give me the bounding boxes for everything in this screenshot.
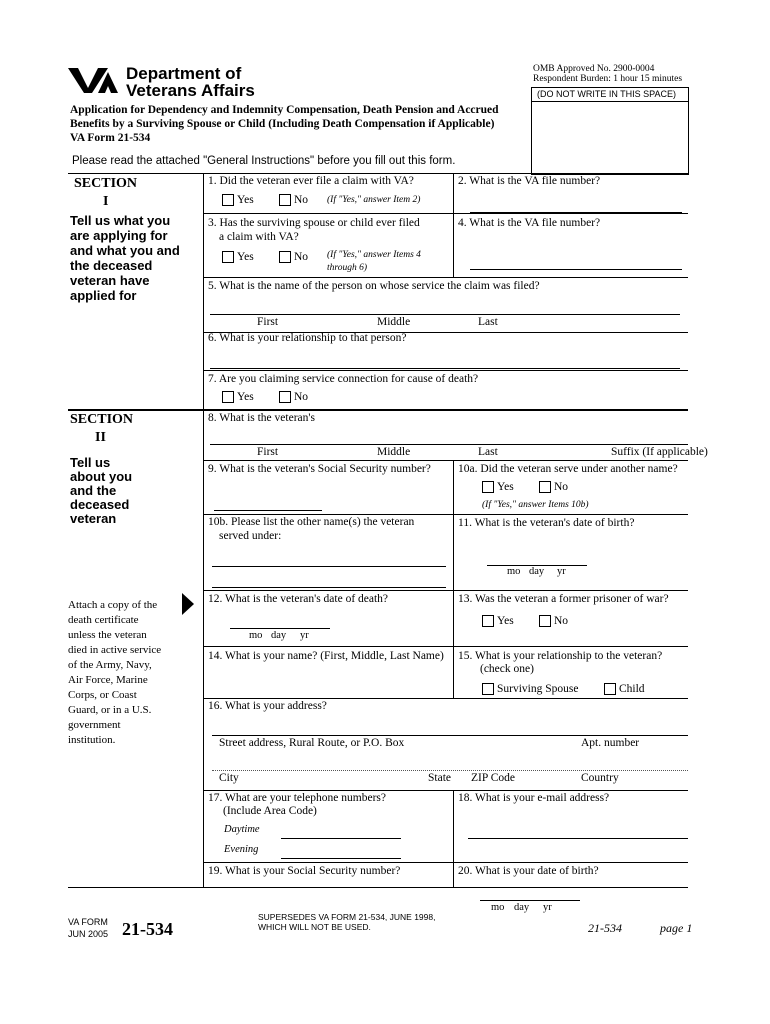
footer-page-number: page 1 <box>660 921 693 935</box>
q16-label: 16. What is your address? <box>208 700 327 712</box>
q11-mo: mo <box>507 566 521 577</box>
q5-label: 5. What is the name of the person on whose service the claim was filed? <box>208 280 540 292</box>
q11-day: day <box>529 566 545 577</box>
q3-label-1: 3. Has the surviving spouse or child ever filed <box>208 217 420 229</box>
q2-answer-line[interactable] <box>470 212 682 213</box>
q11-label: 11. What is the veteran's date of birth? <box>458 517 635 529</box>
q11-yr: yr <box>557 566 566 577</box>
arrow-marker-icon <box>182 593 194 620</box>
q1-note: (If "Yes," answer Item 2) <box>327 195 421 205</box>
q3-yes-checkbox[interactable] <box>222 251 234 263</box>
q16-city-line[interactable] <box>212 770 688 771</box>
q1-yes-checkbox[interactable] <box>222 194 234 206</box>
q20-day: day <box>514 902 530 913</box>
q17-evening: Evening <box>224 844 259 855</box>
q8-first: First <box>257 446 279 458</box>
q12-yr: yr <box>300 630 309 641</box>
q14-label: 14. What is your name? (First, Middle, Last Name) <box>208 650 444 662</box>
q8-last: Last <box>478 446 498 458</box>
q13-no-checkbox[interactable] <box>539 615 551 627</box>
q10a-note: (If "Yes," answer Items 10b) <box>482 500 589 510</box>
footer-supersedes-1: SUPERSEDES VA FORM 21-534, JUNE 1998, <box>258 912 436 922</box>
q17-label-2: (Include Area Code) <box>223 805 317 817</box>
office-use-label: (DO NOT WRITE IN THIS SPACE) <box>537 89 677 99</box>
q10b-label-1: 10b. Please list the other name(s) the veteran <box>208 516 415 528</box>
q7-yes-label: Yes <box>237 391 254 403</box>
q13-label: 13. Was the veteran a former prisoner of war? <box>458 593 669 605</box>
q1-no-label: No <box>294 194 309 206</box>
q3-label-2: a claim with VA? <box>219 231 299 243</box>
q9-answer-line[interactable] <box>214 510 322 511</box>
form-title-1: Application for Dependency and Indemnity Compensation, Death Pension and Accrued <box>70 104 499 116</box>
q16-country: Country <box>581 772 619 784</box>
q15-spouse-label: Surviving Spouse <box>497 683 579 695</box>
q6-label: 6. What is your relationship to that person? <box>208 332 407 344</box>
q20-mo: mo <box>491 902 505 913</box>
q19-label: 19. What is your Social Security number? <box>208 865 401 877</box>
respondent-burden: Respondent Burden: 1 hour 15 minutes <box>533 74 683 84</box>
q15-child-label: Child <box>619 683 645 695</box>
q20-answer-line[interactable] <box>480 900 580 901</box>
q8-middle: Middle <box>377 446 411 458</box>
q16-state: State <box>428 772 451 784</box>
q7-no-checkbox[interactable] <box>279 391 291 403</box>
q15-label-2: (check one) <box>480 663 534 675</box>
q10b-answer-line-1[interactable] <box>212 566 446 567</box>
footer-va-form: VA FORM <box>68 917 108 927</box>
q17-daytime-line[interactable] <box>281 838 401 839</box>
instructions-text: Please read the attached "General Instructions" before you fill out this form. <box>72 155 456 167</box>
q12-mo: mo <box>249 630 263 641</box>
footer-form-number: 21-534 <box>122 919 173 939</box>
q8-label: 8. What is the veteran's <box>208 412 315 424</box>
section-1-description: Tell us what you are applying for and what you and the deceased veteran have applied for <box>70 213 180 303</box>
q3-no-checkbox[interactable] <box>279 251 291 263</box>
q5-last: Last <box>478 316 498 328</box>
q10a-no-checkbox[interactable] <box>539 481 551 493</box>
q7-no-label: No <box>294 391 309 403</box>
va-logo <box>68 66 122 99</box>
q8-suffix: Suffix (If applicable) <box>611 446 708 458</box>
q20-yr: yr <box>543 902 552 913</box>
q16-apt: Apt. number <box>581 737 640 749</box>
q13-yes-checkbox[interactable] <box>482 615 494 627</box>
q5-middle: Middle <box>377 316 411 328</box>
q2-label: 2. What is the VA file number? <box>458 175 601 187</box>
q18-answer-line[interactable] <box>468 838 688 839</box>
q16-zip: ZIP Code <box>471 772 515 784</box>
q16-street: Street address, Rural Route, or P.O. Box <box>219 737 405 749</box>
q7-yes-checkbox[interactable] <box>222 391 234 403</box>
q9-label: 9. What is the veteran's Social Security number? <box>208 463 431 475</box>
footer-form-number-italic: 21-534 <box>588 921 622 935</box>
form-title-3: VA Form 21-534 <box>70 132 151 144</box>
q1-yes-label: Yes <box>237 194 254 206</box>
dept-line-1: Department of <box>126 64 242 83</box>
q6-answer-line[interactable] <box>210 368 680 369</box>
q10a-no-label: No <box>554 481 569 493</box>
q15-label-1: 15. What is your relationship to the veteran? <box>458 650 663 662</box>
q10a-yes-label: Yes <box>497 481 514 493</box>
q5-first: First <box>257 316 279 328</box>
section-2-description: Tell us about you and the deceased veteran <box>70 455 133 526</box>
footer-supersedes-2: WHICH WILL NOT BE USED. <box>258 922 371 932</box>
q8-answer-line[interactable] <box>210 444 688 445</box>
q15-spouse-checkbox[interactable] <box>482 683 494 695</box>
va-seal-icon <box>68 66 122 94</box>
form-title-2: Benefits by a Surviving Spouse or Child (Including Death Compensation if Applicable) <box>70 118 495 130</box>
q3-note-2: through 6) <box>327 263 368 273</box>
q5-answer-line[interactable] <box>210 314 680 315</box>
dept-line-2: Veterans Affairs <box>126 81 255 100</box>
q10a-label: 10a. Did the veteran serve under another name? <box>458 463 678 475</box>
q16-city: City <box>219 772 239 784</box>
q4-label: 4. What is the VA file number? <box>458 217 601 229</box>
q15-child-checkbox[interactable] <box>604 683 616 695</box>
omb-number: OMB Approved No. 2900-0004 <box>533 64 655 74</box>
q3-no-label: No <box>294 251 309 263</box>
section-1-title: SECTION <box>74 176 138 191</box>
q10a-yes-checkbox[interactable] <box>482 481 494 493</box>
section-2-title: SECTION <box>70 412 134 427</box>
q17-evening-line[interactable] <box>281 858 401 859</box>
q3-note-1: (If "Yes," answer Items 4 <box>327 250 421 260</box>
footer-date: JUN 2005 <box>68 929 109 939</box>
q13-yes-label: Yes <box>497 615 514 627</box>
q3-yes-label: Yes <box>237 251 254 263</box>
q12-day: day <box>271 630 287 641</box>
q4-answer-line[interactable] <box>470 269 682 270</box>
section-1-numeral: I <box>103 194 109 209</box>
q12-answer-line[interactable] <box>230 628 330 629</box>
q18-label: 18. What is your e-mail address? <box>458 792 610 804</box>
q10b-label-2: served under: <box>219 530 282 542</box>
section-2-numeral: II <box>95 430 106 445</box>
q12-label: 12. What is the veteran's date of death? <box>208 593 389 605</box>
q13-no-label: No <box>554 615 569 627</box>
q1-no-checkbox[interactable] <box>279 194 291 206</box>
q10b-answer-line-2[interactable] <box>212 587 446 588</box>
q17-label-1: 17. What are your telephone numbers? <box>208 792 386 804</box>
death-certificate-note: Attach a copy of the death certificate unless the veteran died in active service of the Army, Navy, Air Force, Marine Corps, or Coast Guard, or in a U.S. government institution. <box>68 599 162 746</box>
q1-label: 1. Did the veteran ever file a claim with VA? <box>208 175 414 187</box>
q20-label: 20. What is your date of birth? <box>458 865 599 877</box>
q7-label: 7. Are you claiming service connection for cause of death? <box>208 373 479 385</box>
q17-daytime: Daytime <box>224 824 260 835</box>
q16-street-line[interactable] <box>212 735 688 736</box>
